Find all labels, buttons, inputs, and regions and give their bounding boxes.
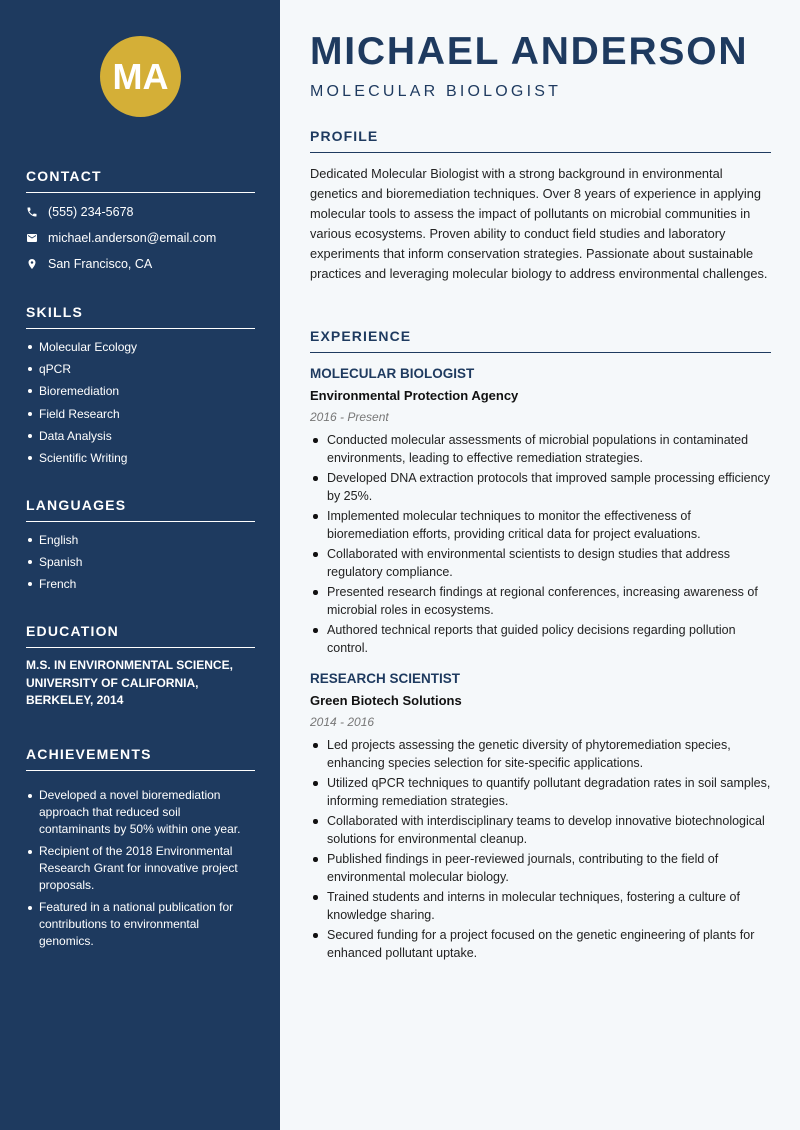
avatar: MA (100, 36, 181, 117)
job-dates: 2016 - Present (310, 410, 389, 424)
skills-section (26, 304, 255, 469)
languages-list (26, 529, 255, 596)
achievement-item: Featured in a national publication for contributions to environmental genomics. (26, 899, 255, 950)
language-item: English (26, 529, 255, 551)
achievement-item: Developed a novel bioremediation approach that reduced soil contaminants by 50% within one year. (26, 787, 255, 838)
skill-item: Data Analysis (26, 425, 255, 447)
job-title: RESEARCH SCIENTIST (310, 671, 461, 686)
achievements-heading: ACHIEVEMENTS (26, 746, 255, 771)
location-text: San Francisco, CA (48, 257, 153, 271)
skill-item: Molecular Ecology (26, 336, 255, 358)
duty-item: Presented research findings at regional conferences, increasing awareness of microbial roles in ecosystems. (310, 583, 771, 619)
job-duties (310, 736, 771, 962)
skill-item: Field Research (26, 403, 255, 425)
language-item: Spanish (26, 551, 255, 573)
duty-item: Collaborated with interdisciplinary teams to develop innovative biotechnological solutions for environmental cleanup. (310, 812, 771, 848)
duty-item: Published findings in peer-reviewed journals, contributing to the field of environmental molecular biology. (310, 850, 771, 886)
skills-list (26, 336, 255, 469)
main-content (280, 0, 800, 1130)
skill-item: Scientific Writing (26, 447, 255, 469)
contact-location (26, 251, 255, 277)
email-text: michael.anderson@email.com (48, 231, 217, 245)
language-item: French (26, 573, 255, 595)
contact-email (26, 225, 255, 251)
company-name: Green Biotech Solutions (310, 693, 462, 708)
envelope-icon (26, 232, 48, 244)
skill-item: Bioremediation (26, 380, 255, 402)
languages-heading: LANGUAGES (26, 497, 255, 522)
contact-section (26, 168, 255, 277)
contact-heading: CONTACT (26, 168, 255, 193)
skill-item: qPCR (26, 358, 255, 380)
duty-item: Implemented molecular techniques to monitor the effectiveness of bioremediation efforts, providing critical data for project evaluations. (310, 507, 771, 543)
achievements-section (26, 746, 255, 955)
skills-heading: SKILLS (26, 304, 255, 329)
location-pin-icon (26, 258, 48, 270)
company-name: Environmental Protection Agency (310, 388, 519, 403)
job-title: MOLECULAR BIOLOGIST (310, 366, 475, 381)
job-entry (310, 366, 771, 657)
experience-section (310, 328, 771, 964)
education-heading: EDUCATION (26, 623, 255, 648)
job-entry (310, 671, 771, 962)
candidate-title: MOLECULAR BIOLOGIST (310, 83, 562, 100)
duty-item: Led projects assessing the genetic diversity of phytoremediation species, enhancing species selection for site-specific applications. (310, 736, 771, 772)
languages-section (26, 497, 255, 596)
sidebar (0, 0, 280, 1130)
achievement-item: Recipient of the 2018 Environmental Research Grant for innovative project proposals. (26, 843, 255, 894)
job-dates: 2014 - 2016 (310, 715, 375, 729)
experience-heading: EXPERIENCE (310, 328, 771, 353)
duty-item: Secured funding for a project focused on the genetic engineering of plants for enhanced pollutant uptake. (310, 926, 771, 962)
education-entry: M.S. IN ENVIRONMENTAL SCIENCE, UNIVERSITY OF CALIFORNIA, BERKELEY, 2014 (26, 658, 233, 707)
duty-item: Utilized qPCR techniques to quantify pollutant degradation rates in soil samples, informing remediation strategies. (310, 774, 771, 810)
profile-section (310, 128, 771, 284)
education-section (26, 623, 255, 710)
phone-text: (555) 234-5678 (48, 205, 134, 219)
contact-phone (26, 199, 255, 225)
candidate-name: MICHAEL ANDERSON (310, 30, 749, 73)
duty-item: Trained students and interns in molecular techniques, fostering a culture of knowledge sharing. (310, 888, 771, 924)
duty-item: Conducted molecular assessments of microbial populations in contaminated environments, leading to effective remediation strategies. (310, 431, 771, 467)
profile-text: Dedicated Molecular Biologist with a strong background in environmental genetics and bioremediation techniques. Over 8 years of experience in applying molecular tools to assess the impact of pollutants on microbial communities in various ecosystems. Proven ability to conduct field studies and laboratory experiments that inform conservation strategies. Passionate about sustainable practices and leveraging molecular biology to address environmental challenges. (310, 166, 768, 281)
duty-item: Collaborated with environmental scientists to design studies that address regulatory compliance. (310, 545, 771, 581)
duty-item: Authored technical reports that guided policy decisions regarding pollution control. (310, 621, 771, 657)
duty-item: Developed DNA extraction protocols that improved sample processing efficiency by 25%. (310, 469, 771, 505)
achievements-list (26, 787, 255, 950)
profile-heading: PROFILE (310, 128, 771, 153)
job-duties (310, 431, 771, 657)
phone-icon (26, 206, 48, 218)
